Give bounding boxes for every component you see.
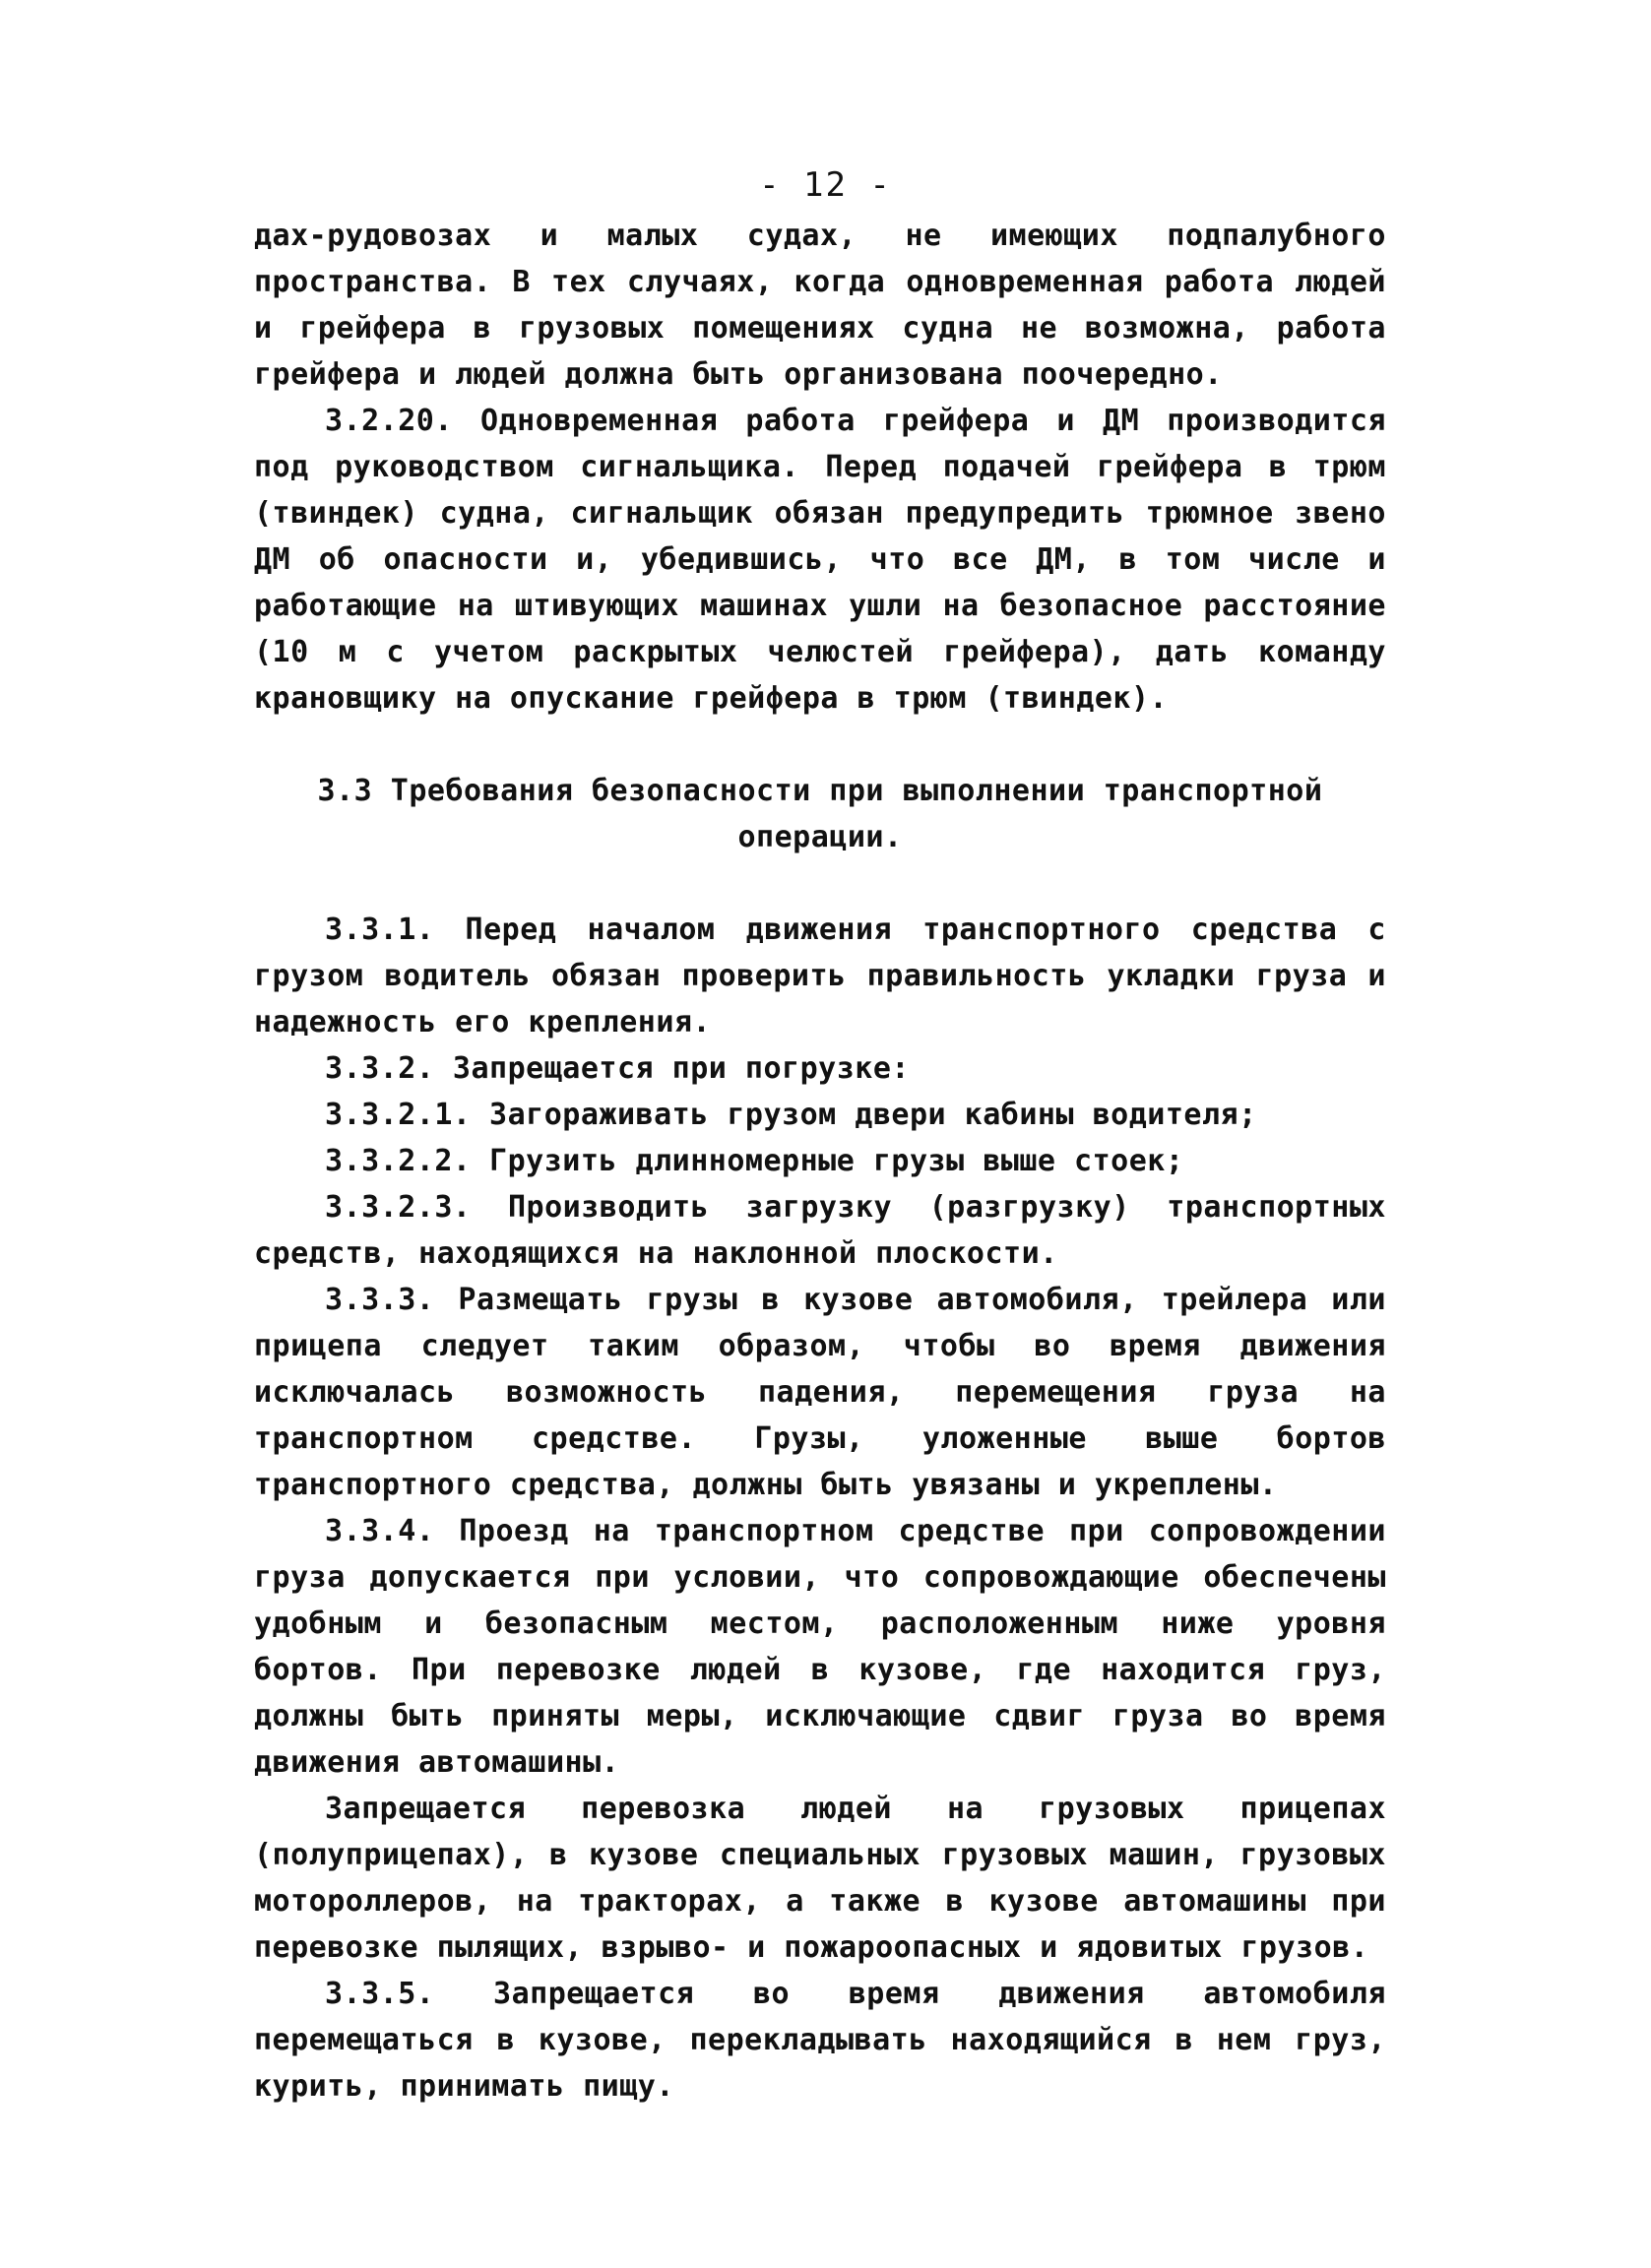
paragraph-3-3-1: 3.3.1. Перед началом движения транспортного средства с грузом водитель обязан проверить правильность укладки груза и надежность его крепления. [254,913,1386,1040]
paragraph-3-2-20: 3.2.20. Одновременная работа грейфера и ДМ производится под руководством сигнальщика. Перед подачей грейфера в трюм (твиндек) судна, сигнальщик обязан предупредить трюмное звено ДМ об опасности и, убедившись, что все ДМ, в том числе и работающие на штивующих машинах ушли на безопасное расстояние (10 м с учетом раскрытых челюстей грейфера), дать команду крановщику на опускание грейфера в трюм (твиндек). [254,404,1386,716]
paragraph-3-3-2-3: 3.3.2.3. Производить загрузку (разгрузку) транспортных средств, находящихся на наклонной плоскости. [254,1190,1386,1271]
paragraph-3-3-2: 3.3.2. Запрещается при погрузке: [325,1051,910,1086]
paragraph-3-3-4: 3.3.4. Проезд на транспортном средстве при сопровождении груза допускается при условии, что сопровождающие обеспечены удобным и безопасным местом, расположенным ниже уровня бортов. При перевозке людей в кузове, где находится груз, должны быть приняты меры, исключающие сдвиг груза во время движения автомашины. [254,1514,1386,1780]
paragraph-3-3-2-2: 3.3.2.2. Грузить длинномерные грузы выше стоек; [325,1144,1184,1178]
paragraph-3-3-3: 3.3.3. Размещать грузы в кузове автомобиля, трейлера или прицепа следует таким образом, чтобы во время движения исключалась возможность падения, перемещения груза на транспортном средстве. Грузы, уложенные выше бортов транспортного средства, должны быть увязаны и укреплены. [254,1283,1386,1502]
paragraph-passenger-ban: Запрещается перевозка людей на грузовых прицепах (полуприцепах), в кузове специальных грузовых машин, грузовых мотороллеров, на тракторах, а также в кузове автомашины при перевозке пылящих, взрыво- и пожароопасных и ядовитых грузов. [254,1792,1386,1965]
page-number: - 12 - [759,165,892,205]
body-text [254,213,1386,2110]
section-heading-3-3: 3.3 Требования безопасности при выполнении транспортной операции. [317,774,1323,854]
paragraph-continued: дах-рудовозах и малых судах, не имеющих подпалубного пространства. В тех случаях, когда одновременная работа людей и грейфера в грузовых помещениях судна не возможна, работа грейфера и людей должна быть организована поочередно. [254,219,1386,392]
paragraph-3-3-2-1: 3.3.2.1. Загораживать грузом двери кабины водителя; [325,1098,1257,1132]
paragraph-3-3-5: 3.3.5. Запрещается во время движения автомобиля перемещаться в кузове, перекладывать находящийся в нем груз, курить, принимать пищу. [254,1977,1386,2104]
